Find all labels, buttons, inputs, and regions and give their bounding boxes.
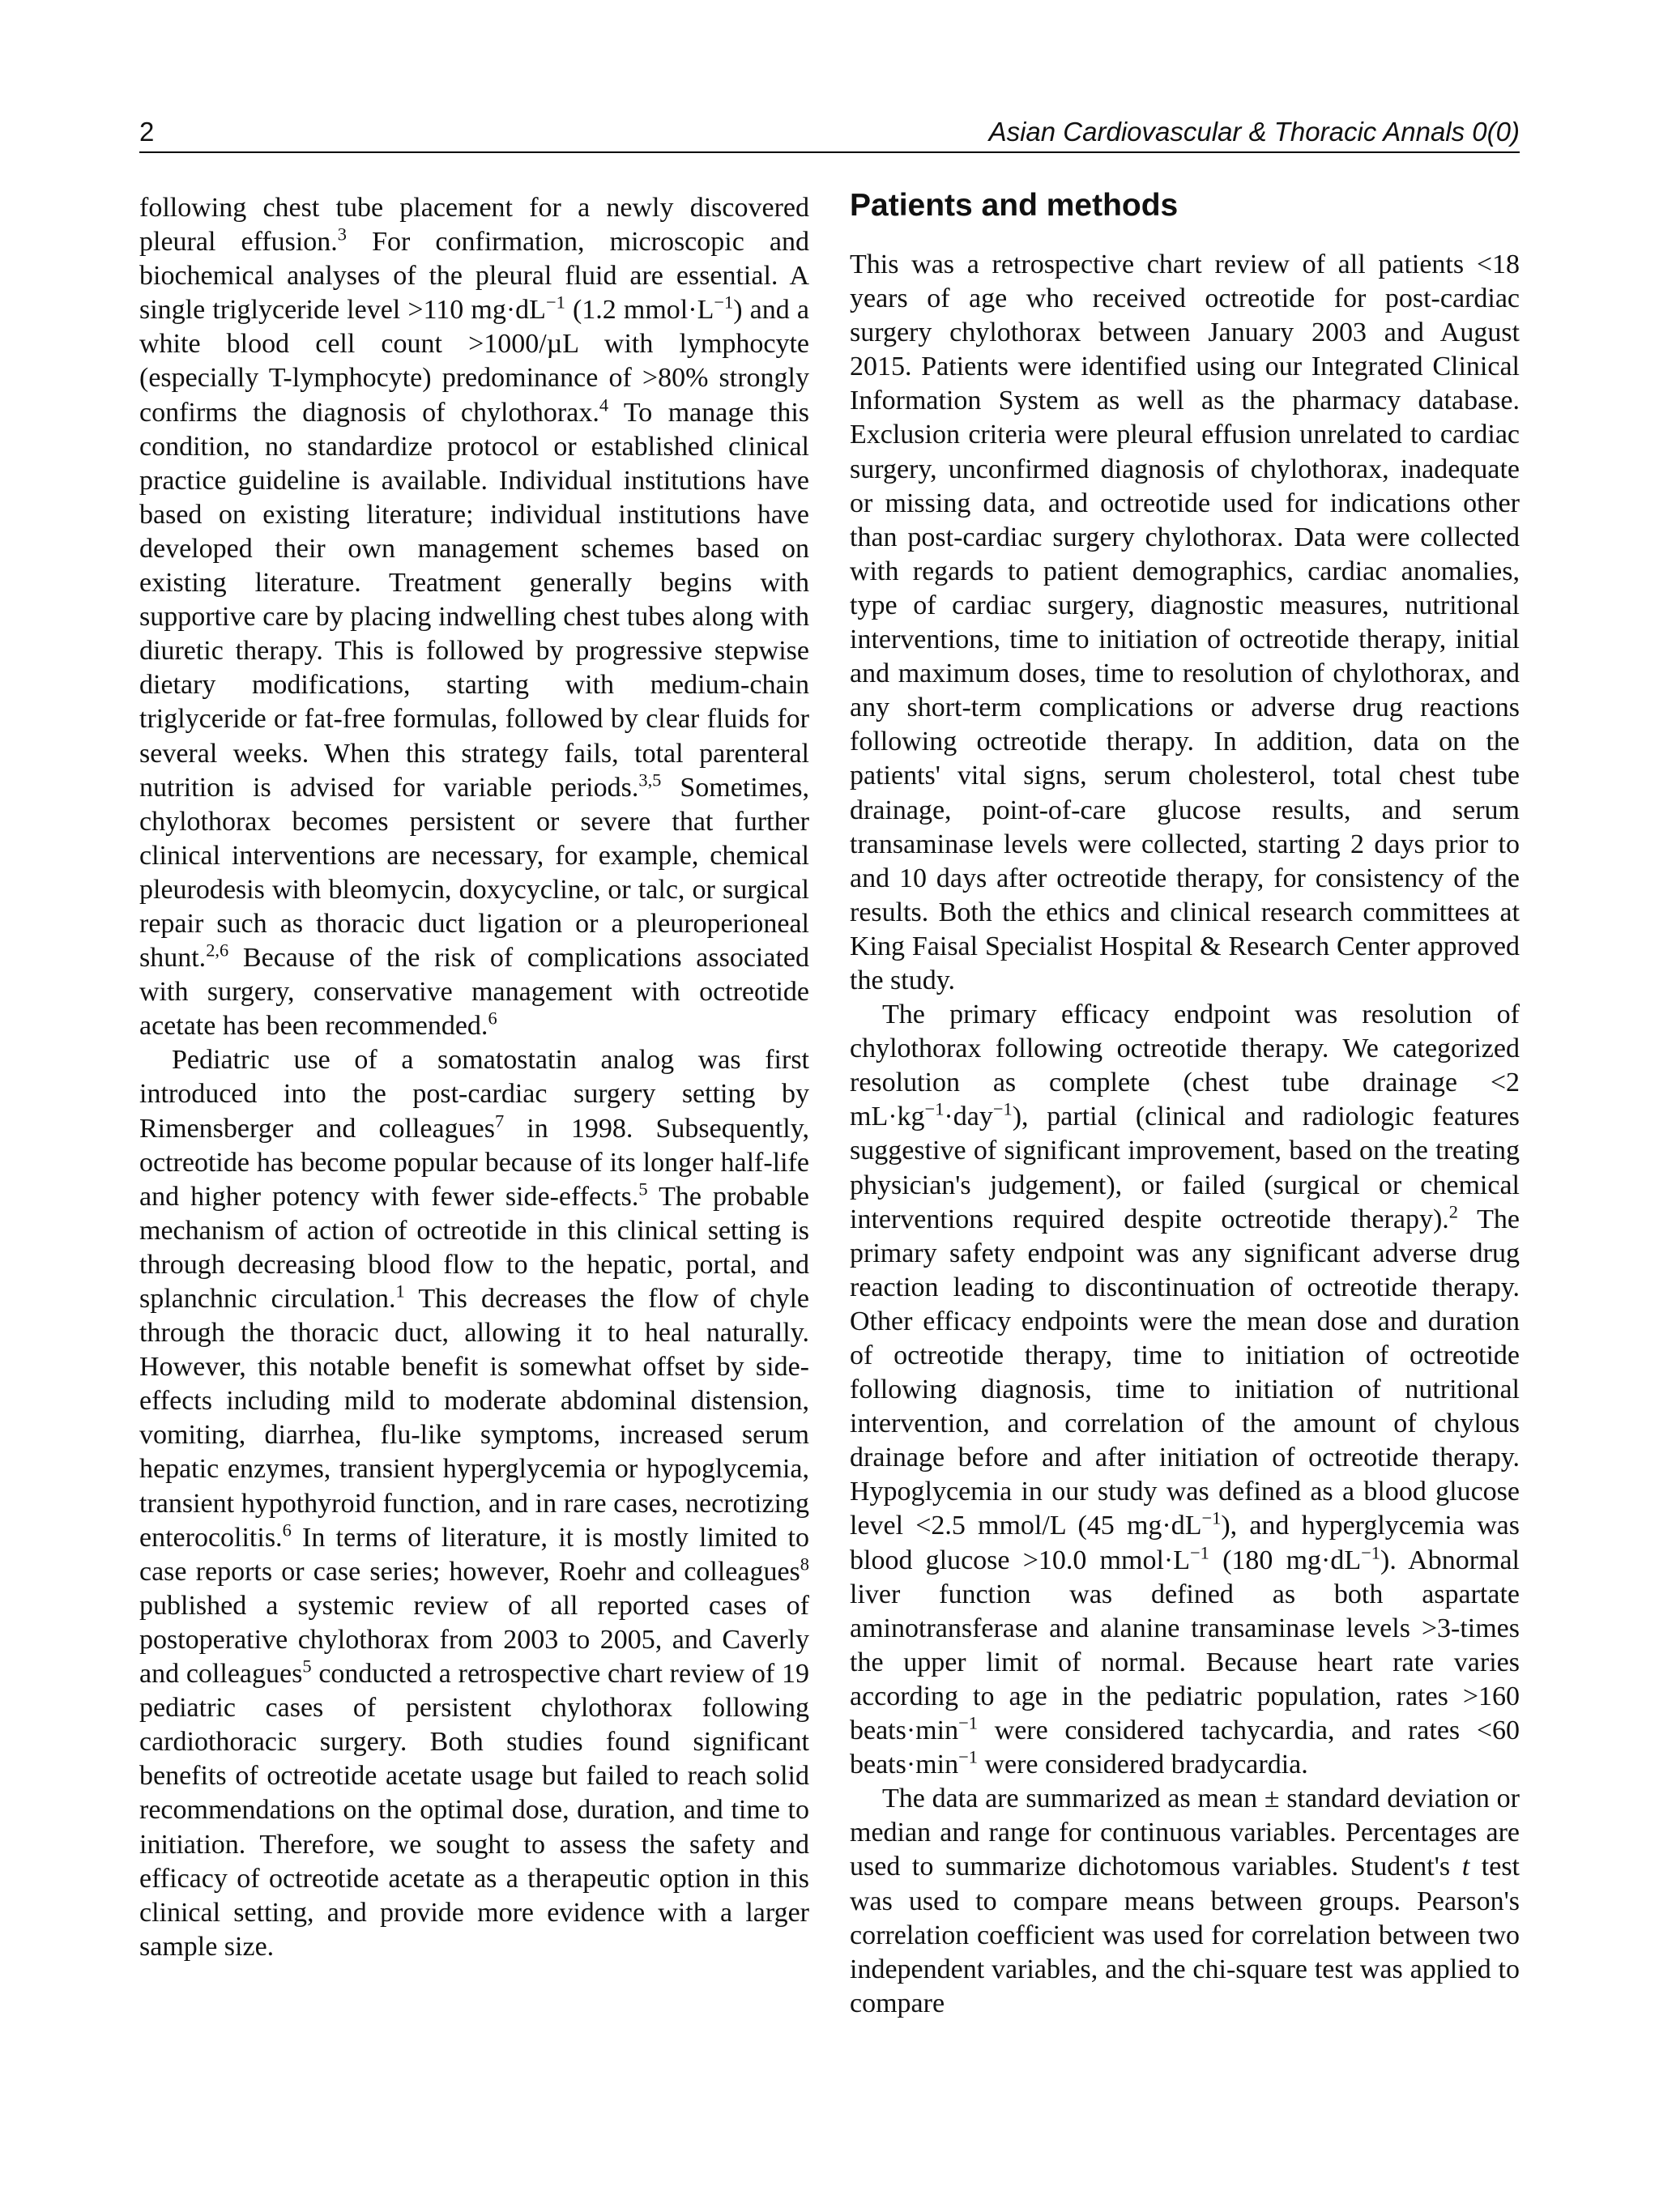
section-heading: Patients and methods	[850, 188, 1179, 223]
citation-ref: 3	[337, 224, 348, 245]
italic-term: t	[1461, 1852, 1470, 1882]
body-paragraph: following chest tube placement for a newly discovered pleural effusion.$^3$ For confirmation, microscopic and biochemical analyses of the pleural fluid are essential. A single triglyceride level >110 $mg\cdot dL^{-1}$ (1.2 $mmol\cdot L^{-1}$) and a white blood cell count >1000/µL with lymphocyte (especially T-lymphocyte) predominance of >80% strongly confirms the diagnosis of chylothorax.$^4$ To manage this condition, no standardize protocol or established clinical practice guideline is available. Individual institutions have based on existing literature; individual institutions have developed their own management schemes based on existing literature. Treatment generally begins with supportive care by placing indwelling chest tubes along with diuretic therapy. This is followed by progressive stepwise dietary modifications, starting with medium-chain triglyceride or fat-free formulas, followed by clear fluids for several weeks. When this strategy fails, total parenteral nutrition is advised for variable periods.$^{3,5}$ Sometimes, chylothorax becomes persistent or severe that further clinical interventions are necessary, for example, chemical pleurodesis with bleomycin, doxycycline, or talc, or surgical repair such as thoracic duct ligation or a pleuroperioneal shunt.$^{2,6}$ Because of the risk of complications associated with surgery, conservative management with octreotide acetate has been recommended.$^6$	[139, 193, 810, 1042]
journal-title: Asian Cardiovascular & Thoracic Annals 0(0)	[988, 117, 1520, 147]
right-column	[850, 185, 1520, 2021]
citation-ref: 4	[599, 394, 609, 416]
page-number: 2	[139, 117, 155, 147]
citation-ref: 7	[494, 1110, 505, 1132]
superscript: −1	[1361, 1542, 1380, 1563]
header-divider	[139, 151, 1520, 153]
body-paragraph: Pediatric use of a somatostatin analog was first introduced into the post-cardiac surgery setting by Rimensberger and colleagues$^7$ in 1998. Subsequently, octreotide has become popular because of its longer half-life and higher potency with fewer side-effects.$^5$ The probable mechanism of action of octreotide in this clinical setting is through decreasing blood flow to the hepatic, portal, and splanchnic circulation.$^1$ This decreases the flow of chyle through the thoracic duct, allowing it to heal naturally. However, this notable benefit is somewhat offset by side-effects including mild to moderate abdominal distension, vomiting, diarrhea, flu-like symptoms, increased serum hepatic enzymes, transient hyperglycemia or hypoglycemia, transient hypothyroid function, and in rare cases, necrotizing enterocolitis.$^6$ In terms of literature, it is mostly limited to case reports or case series; however, Roehr and colleagues$^8$ published a systemic review of all reported cases of postoperative chylothorax from 2003 to 2005, and Caverly and colleagues$^5$ conducted a retrospective chart review of 19 pediatric cases of persistent chylothorax following cardiothoracic surgery. Both studies found significant benefits of octreotide acetate usage but failed to reach solid recommendations on the optimal dose, duration, and time to initiation. Therefore, we sought to assess the safety and efficacy of octreotide acetate as a therapeutic option in this clinical setting, and provide more evidence with a larger sample size.	[139, 1045, 810, 1962]
superscript: −1	[545, 292, 565, 313]
citation-ref: 2	[1448, 1201, 1458, 1222]
citation-ref: 6	[488, 1008, 497, 1029]
citation-ref: 5	[638, 1178, 648, 1200]
superscript: −1	[992, 1099, 1013, 1120]
citation-ref: 2,6	[206, 940, 229, 961]
citation-ref: 1	[395, 1281, 405, 1302]
left-column	[139, 191, 809, 1964]
citation-ref: 3,5	[638, 769, 662, 791]
superscript: −1	[714, 292, 734, 313]
citation-ref: 6	[282, 1519, 292, 1541]
superscript: −1	[924, 1099, 945, 1120]
running-head	[139, 112, 1520, 152]
body-paragraph: The data are summarized as mean ± standard deviation or median and range for continuous variables. Percentages are used to summarize dichotomous variables. Student's t test was used to compare means between groups. Pearson's correlation coefficient was used for correlation between two independent variables, and the chi-square test was applied to compare	[850, 1784, 1520, 2018]
superscript: −1	[958, 1712, 978, 1733]
superscript: −1	[958, 1746, 978, 1767]
superscript: −1	[1190, 1542, 1209, 1563]
citation-ref: 8	[800, 1554, 809, 1575]
citation-ref: 5	[302, 1656, 312, 1677]
body-paragraph: The primary efficacy endpoint was resolution of chylothorax following octreotide therapy. We categorized resolution as complete (chest tube drainage <2 $mL\cdot kg^{-1}\cdot day^{-1}$), partial (clinical and radiologic features suggestive of significant improvement, based on the treating physician's judgement), or failed (surgical or chemical interventions required despite octreotide therapy).$^2$ The primary safety endpoint was any significant adverse drug reaction leading to discontinuation of octreotide therapy. Other efficacy endpoints were the mean dose and duration of octreotide therapy, time to initiation of octreotide following diagnosis, time to initiation of nutritional intervention, and correlation of the amount of chylous drainage before and after initiation of octreotide therapy. Hypoglycemia in our study was defined as a blood glucose level <2.5 mmol/L (45 $mg\cdot dL^{-1}$), and hyperglycemia was blood glucose >10.0 $mmol\cdot L^{-1}$ (180 $mg\cdot dL^{-1}$). Abnormal liver function was defined as both aspartate aminotransferase and alanine transaminase levels >3-times the upper limit of normal. Because heart rate varies according to age in the pediatric population, rates >160 $beats\cdot\min^{-1}$ were considered tachycardia, and rates <60 $beats\cdot\min^{-1}$ were considered bradycardia.	[850, 999, 1520, 1780]
superscript: −1	[1201, 1508, 1222, 1529]
body-paragraph: This was a retrospective chart review of all patients <18 years of age who received octreotide for post-cardiac surgery chylothorax between January 2003 and August 2015. Patients were identified using our Integrated Clinical Information System as well as the pharmacy database. Exclusion criteria were pleural effusion unrelated to cardiac surgery, unconfirmed diagnosis of chylothorax, inadequate or missing data, and octreotide used for indications other than post-cardiac surgery chylothorax. Data were collected with regards to patient demographics, cardiac anomalies, type of cardiac surgery, diagnostic measures, nutritional interventions, time to initiation of octreotide therapy, initial and maximum doses, time to resolution of chylothorax, and any short-term complications or adverse drug reactions following octreotide therapy. In addition, data on the patients' vital signs, serum cholesterol, total chest tube drainage, point-of-care glucose results, and serum transaminase levels were collected, starting 2 days prior to and 10 days after octreotide therapy, for consistency of the results. Both the ethics and clinical research committees at King Faisal Specialist Hospital & Research Center approved the study.	[850, 249, 1520, 995]
